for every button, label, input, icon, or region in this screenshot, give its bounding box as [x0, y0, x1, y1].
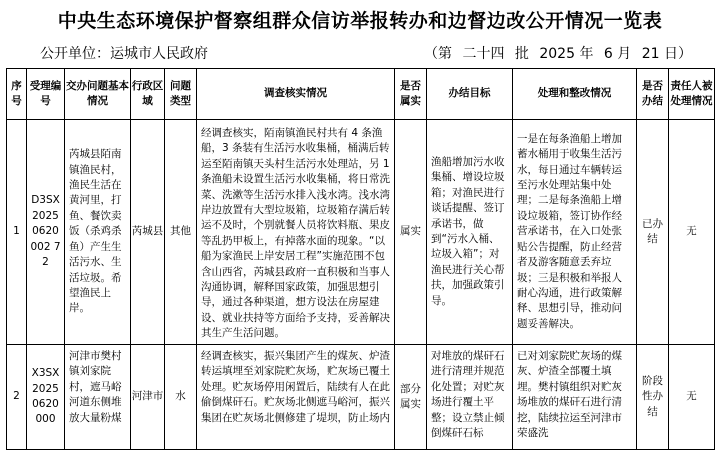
header-region: 行政区域 — [131, 69, 165, 120]
date-month: 6 月 — [603, 46, 632, 62]
date-year: 2025 年 — [539, 46, 594, 62]
table-row — [7, 345, 715, 450]
header-handling: 处理和整改情况 — [513, 69, 637, 120]
row-region: 河津市 — [131, 345, 165, 450]
row-investigation: 经调查核实，陌南镇渔民村共有 4 条渔船，3 条装有生活污水收集桶，桶满后转运至陌南镇天头村生活污水处理站，另 1 条渔船未设置生活污水收集桶，将日常洗菜、洗漱等生活污水排入浅水湾。浅水湾岸边放置有大型垃圾箱，垃圾箱存满后转运不及时，个别就餐人员将饮料瓶、果皮等乱扔甲板上，有掉落水面的现象。“以船为家渔民上岸安居工程”实施范围不包含山西省，芮城县政府一直积极和当事人沟通协调，解释国家政策，加强思想引导，通过各种渠道，想方设法在房屋建设、就业扶持等方面给予支持，妥善解决其生产生活问题。 — [197, 120, 395, 345]
row-responsible: 无 — [669, 120, 715, 345]
row-id: X3SX20250620000 — [27, 345, 65, 450]
row-verified: 属实 — [395, 120, 427, 345]
table-row — [7, 120, 715, 345]
date-day: 21 日） — [641, 46, 692, 62]
row-goal: 渔船增加污水收集桶、增设垃圾箱；对渔民进行谈话提醒、签订承诺书，做到“污水入桶、垃圾入箱”；对渔民进行关心帮扶，加强政策引导。 — [427, 120, 513, 345]
header-goal: 办结目标 — [427, 69, 513, 120]
header-seq: 序号 — [7, 69, 27, 120]
header-closed: 是否办结 — [637, 69, 669, 120]
row-goal: 对堆放的煤矸石进行清理并规范化处置；对贮灰场进行覆土平整；设立禁止倾倒煤矸石标 — [427, 345, 513, 450]
header-investigation: 调查核实情况 — [197, 69, 395, 120]
header-verified: 是否属实 — [395, 69, 427, 120]
publishing-unit: 公开单位：运城市人民政府 — [40, 46, 208, 62]
row-type: 水 — [165, 345, 197, 450]
row-verified: 部分属实 — [395, 345, 427, 450]
batch-label: 批 — [514, 46, 529, 62]
row-closed: 已办结 — [637, 120, 669, 345]
row-type: 其他 — [165, 120, 197, 345]
header-id: 受理编号 — [27, 69, 65, 120]
batch-open: （第 — [424, 46, 452, 62]
batch-date-line — [424, 43, 692, 63]
batch-number: 二十四 — [462, 46, 505, 62]
row-handling: 已对刘家院贮灰场的煤灰、炉渣全部覆土填埋。樊村镇组织对贮灰场堆放的煤矸石进行清挖，陆续拉运至河津市荣盛洗 — [513, 345, 637, 450]
header-issue: 交办问题基本情况 — [65, 69, 131, 120]
page-title: 中央生态环境保护督察组群众信访举报转办和边督边改公开情况一览表 — [57, 10, 663, 32]
row-id: D3SX20250620002 72 — [27, 120, 65, 345]
header-type: 问题类型 — [165, 69, 197, 120]
row-seq: 2 — [7, 345, 27, 450]
row-closed: 阶段性办结 — [637, 345, 669, 450]
row-issue: 河津市樊村镇刘家院村，遮马峪河道东侧堆放大量粉煤 — [65, 345, 131, 450]
row-handling: 一是在每条渔船上增加蓄水桶用于收集生活污水，每日通过车辆转运至污水处理站集中处理；二是每条渔船上增设垃圾箱，签订协作经营承诺书，在入口处张贴公告提醒，防止经营者及游客随意丢弃垃圾；三是积极和举报人耐心沟通，进行政策解释、思想引导，推动问题妥善解决。 — [513, 120, 637, 345]
row-region: 芮城县 — [131, 120, 165, 345]
row-seq: 1 — [7, 120, 27, 345]
complaint-table — [6, 68, 715, 450]
row-issue: 芮城县陌南镇渔民村，渔民生活在黄河里，打鱼、餐饮卖饭（杀鸡杀鱼）产生生活污水、生活垃圾。希望渔民上岸。 — [65, 120, 131, 345]
header-responsible: 责任人被处理情况 — [669, 69, 715, 120]
row-responsible: 无 — [669, 345, 715, 450]
table-header-row — [7, 69, 715, 120]
row-investigation: 经调查核实，振兴集团产生的煤灰、炉渣转运填埋至刘家院贮灰场，贮灰场已覆土处理。贮灰场停用闲置后，陆续有人在此偷倒煤矸石。贮灰场北侧遮马峪河，振兴集团在贮灰场北侧修建了堤坝，防止场内 — [197, 345, 395, 450]
